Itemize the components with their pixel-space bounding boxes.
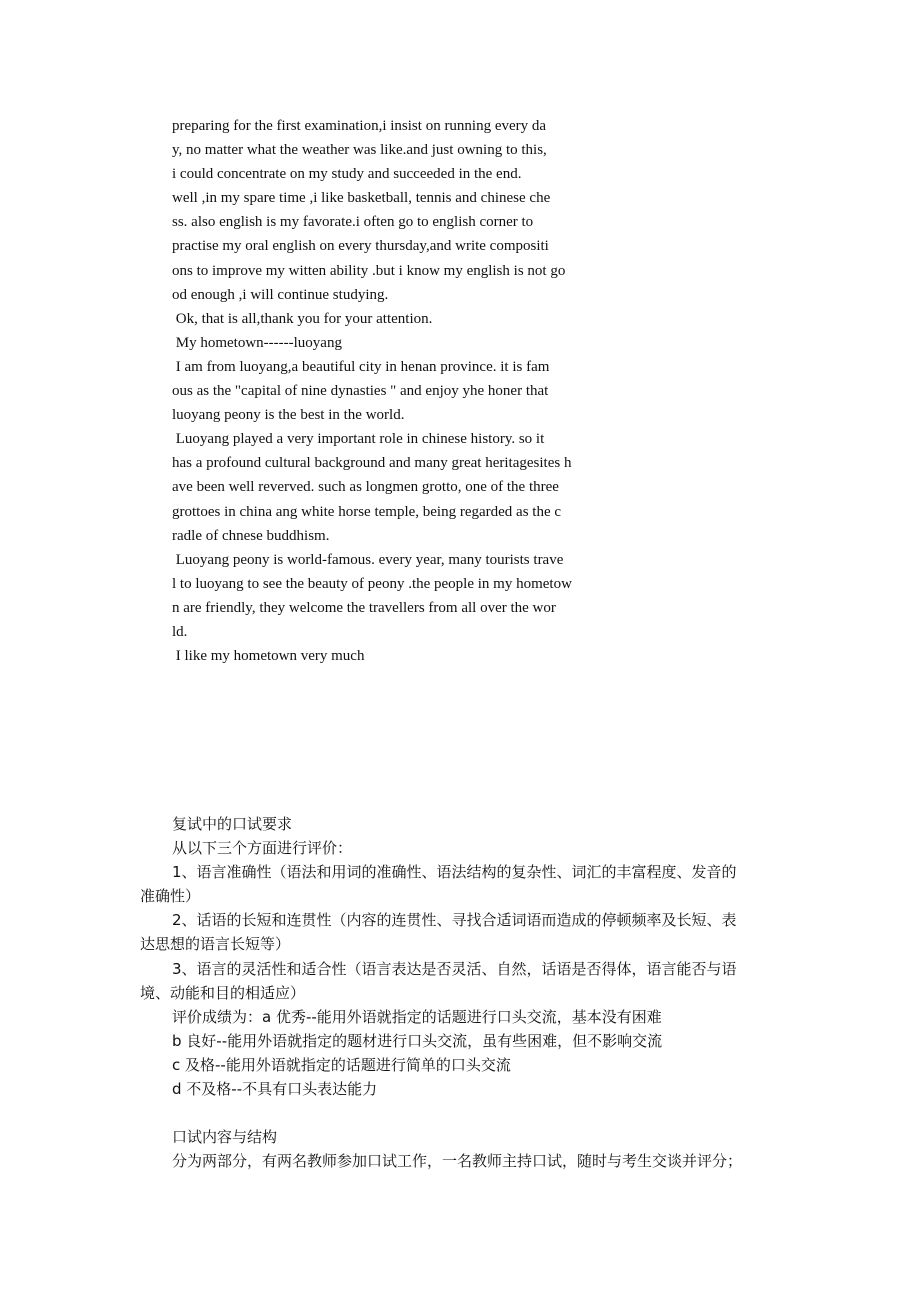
structure-text: 分为两部分，有两名教师参加口试工作，一名教师主持口试，随时与考生交谈并评分； (172, 1152, 743, 1171)
section-gap (140, 1101, 790, 1125)
essay-line: luoyang peony is the best in the world. (172, 407, 405, 424)
essay-line: I like my hometown very much (172, 648, 365, 665)
grade-c: c 及格--能用外语就指定的话题进行简单的口头交流 (172, 1055, 511, 1074)
essay-line: l to luoyang to see the beauty of peony .the people in my hometow (172, 575, 572, 592)
essay-line: n are friendly, they welcome the travellers from all over the wor (172, 599, 556, 616)
structure-heading: 口试内容与结构 (172, 1128, 278, 1147)
criterion-1-cont: 准确性） (140, 887, 201, 906)
essay-line: practise my oral english on every thursday,and write compositi (172, 238, 549, 255)
essay-line: ons to improve my witten ability .but i know my english is not go (172, 262, 566, 279)
requirements-intro: 从以下三个方面进行评价： (172, 839, 353, 858)
requirements-heading: 复试中的口试要求 (172, 815, 293, 833)
essay-line: i could concentrate on my study and succeeded in the end. (172, 166, 522, 183)
criterion-2: 2、话语的长短和连贯性（内容的连贯性、寻找合适词语而造成的停顿频率及长短、表 (172, 911, 737, 930)
essay-line: od enough ,i will continue studying. (172, 286, 389, 303)
english-essay (172, 114, 622, 668)
essay-line: ave been well reverved. such as longmen grotto, one of the three (172, 479, 559, 496)
essay-line: has a profound cultural background and many great heritagesites h (172, 455, 572, 472)
essay-line: ss. also english is my favorate.i often go to english corner to (172, 214, 534, 231)
oral-exam-requirements (140, 812, 790, 1173)
grade-a: 评价成绩为：a 优秀--能用外语就指定的话题进行口头交流，基本没有困难 (172, 1007, 662, 1026)
essay-line: My hometown------luoyang (172, 334, 342, 351)
essay-line: preparing for the first examination,i insist on running every da (172, 118, 547, 134)
essay-line: y, no matter what the weather was like.and just owning to this, (172, 142, 547, 159)
essay-line: ld. (172, 623, 188, 640)
essay-line: Ok, that is all,thank you for your attention. (172, 310, 433, 327)
criterion-3: 3、语言的灵活性和适合性（语言表达是否灵活、自然，话语是否得体，语言能否与语 (172, 959, 737, 978)
criterion-2-cont: 达思想的语言长短等） (140, 935, 291, 954)
essay-line: well ,in my spare time ,i like basketball, tennis and chinese che (172, 190, 551, 207)
criterion-1: 1、语言准确性（语法和用词的准确性、语法结构的复杂性、词汇的丰富程度、发音的 (172, 863, 737, 882)
essay-line: radle of chnese buddhism. (172, 527, 330, 544)
grade-d: d 不及格--不具有口头表达能力 (172, 1080, 378, 1099)
essay-line: ous as the "capital of nine dynasties " and enjoy yhe honer that (172, 383, 549, 400)
essay-line: Luoyang played a very important role in chinese history. so it (172, 431, 545, 448)
essay-line: I am from luoyang,a beautiful city in henan province. it is fam (172, 358, 550, 375)
criterion-3-cont: 境、动能和目的相适应） (140, 983, 306, 1002)
essay-line: Luoyang peony is world-famous. every year, many tourists trave (172, 551, 564, 568)
grade-b: b 良好--能用外语就指定的题材进行口头交流，虽有些困难，但不影响交流 (172, 1031, 663, 1050)
essay-line: grottoes in china ang white horse temple, being regarded as the c (172, 503, 562, 520)
